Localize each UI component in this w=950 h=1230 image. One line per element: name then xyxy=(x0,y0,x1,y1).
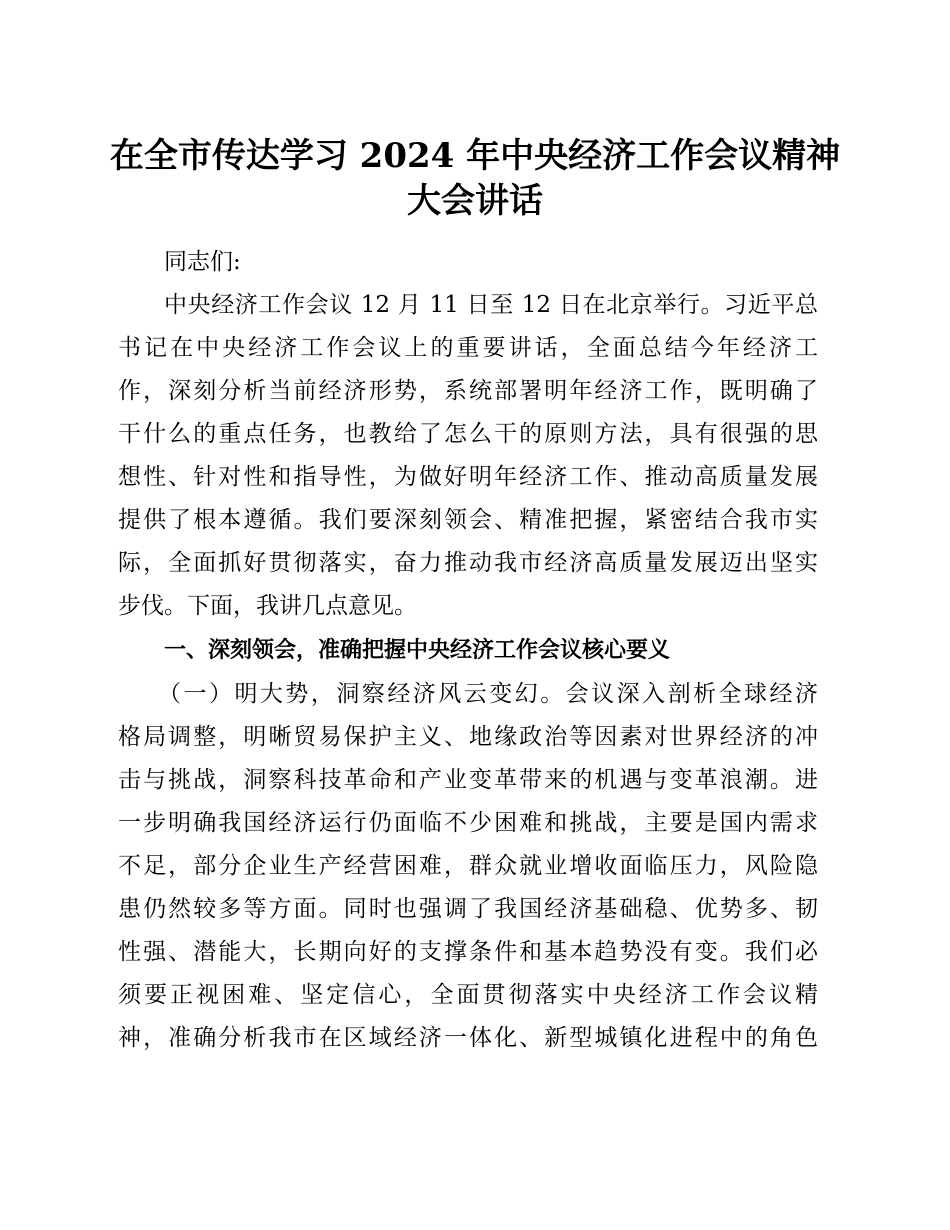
document-title-line-1: 在全市传达学习 2024 年中央经济工作会议精神 xyxy=(109,136,841,176)
paragraph-2-line: （一）明大势，洞察经济风云变幻。会议深入剖析全球经济 xyxy=(158,681,818,707)
paragraph-2-line: 格局调整，明晰贸易保护主义、地缘政治等因素对世界经济的冲 xyxy=(118,724,818,750)
paragraph-2-line: 须要正视困难、坚定信心，全面贯彻落实中央经济工作会议精 xyxy=(118,982,818,1008)
section-1-heading: 一、深刻领会，准确把握中央经济工作会议核心要义 xyxy=(164,638,671,663)
paragraph-1-line: 提供了根本遵循。我们要深刻领会、精准把握，紧密结合我市实 xyxy=(118,507,818,533)
paragraph-2-line: 神，准确分析我市在区域经济一体化、新型城镇化进程中的角色 xyxy=(118,1025,818,1051)
paragraph-2-line: 一步明确我国经济运行仍面临不少困难和挑战，主要是国内需求 xyxy=(118,810,818,836)
paragraph-1-line: 际，全面抓好贯彻落实，奋力推动我市经济高质量发展迈出坚实 xyxy=(118,550,818,576)
salutation: 同志们: xyxy=(164,249,241,275)
paragraph-2-line: 击与挑战，洞察科技革命和产业变革带来的机遇与变革浪潮。进 xyxy=(118,767,818,793)
paragraph-2-line: 不足，部分企业生产经营困难，群众就业增收面临压力，风险隐 xyxy=(118,853,818,879)
paragraph-1-line: 干什么的重点任务，也教给了怎么干的原则方法，具有很强的思 xyxy=(118,421,818,447)
paragraph-1-line: 步伐。下面，我讲几点意见。 xyxy=(118,593,417,619)
paragraph-1-line: 想性、针对性和指导性，为做好明年经济工作、推动高质量发展 xyxy=(118,464,818,490)
paragraph-1-line: 书记在中央经济工作会议上的重要讲话，全面总结今年经济工 xyxy=(118,335,818,361)
paragraph-2-line: 患仍然较多等方面。同时也强调了我国经济基础稳、优势多、韧 xyxy=(118,896,818,922)
document-title-line-2: 大会讲话 xyxy=(407,181,543,221)
paragraph-1-line: 作，深刻分析当前经济形势，系统部署明年经济工作，既明确了 xyxy=(118,378,818,404)
paragraph-2-line: 性强、潜能大，长期向好的支撑条件和基本趋势没有变。我们必 xyxy=(118,939,818,965)
paragraph-1-line: 中央经济工作会议 12 月 11 日至 12 日在北京举行。习近平总 xyxy=(164,292,818,318)
